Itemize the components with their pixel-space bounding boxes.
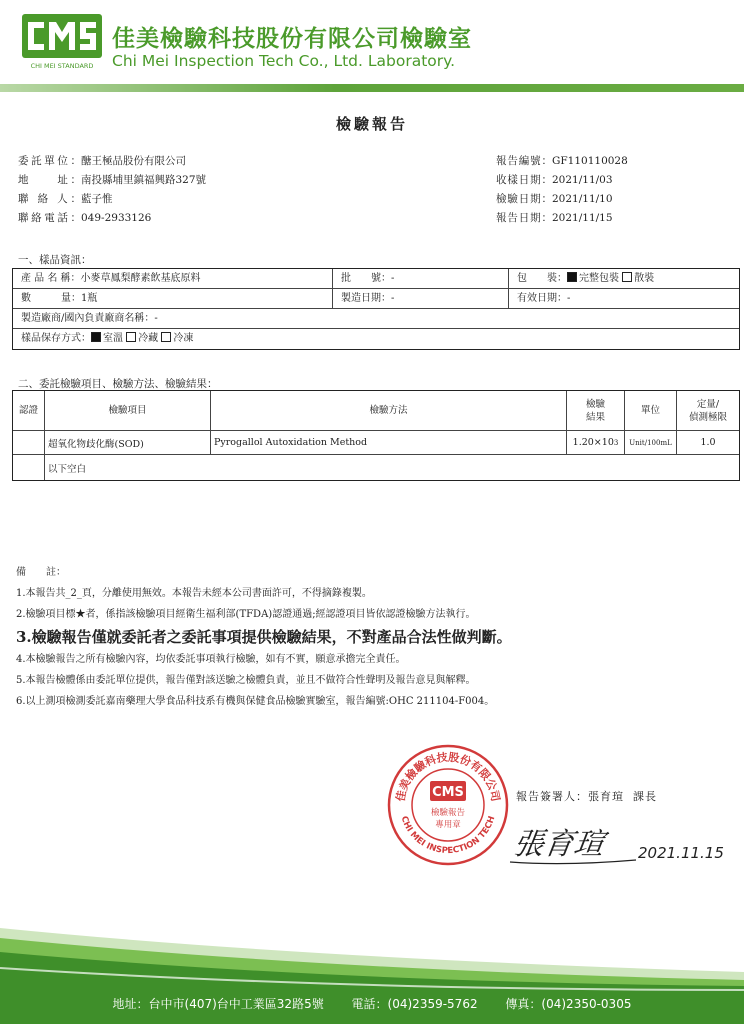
report-title: 檢驗報告 xyxy=(335,115,408,133)
product-name: 小麥草鳳梨酵素飲基底原料 xyxy=(80,273,201,284)
client-address: 南投縣埔里鎮福興路327號 xyxy=(81,174,207,186)
header-result-line1: 檢驗 xyxy=(585,398,605,410)
note-item: 4.本檢驗報告之所有檢驗內容，均依委託事項執行檢驗，如有不實，願意承擔完全責任。 xyxy=(16,654,406,665)
footer-address: 地址：台中市(407)台中工業區32路5號 xyxy=(112,997,324,1011)
row-result xyxy=(567,431,625,454)
quantity-cell xyxy=(13,289,333,308)
note-item: 3.檢驗報告僅就委託者之委託事項提供檢驗結果，不對產品合法性做判斷。 xyxy=(16,628,512,646)
checkbox-checked-icon xyxy=(91,332,101,342)
tested-date-label: 檢驗日期： xyxy=(496,193,552,205)
header-result-line2: 結果 xyxy=(585,411,605,423)
signer-line xyxy=(516,788,657,804)
exp-date-label: 有效日期： xyxy=(517,293,567,304)
client-phone-label: 聯絡電話： xyxy=(18,212,81,224)
stamp-logo: CMS xyxy=(432,785,464,800)
mfg-date-value: - xyxy=(391,293,395,304)
client-phone: 049-2933126 xyxy=(81,212,152,224)
handwritten-signature xyxy=(506,814,742,868)
storage-cell xyxy=(13,329,739,349)
checkbox-empty-icon xyxy=(126,332,136,342)
row-unit: Unit/100mL xyxy=(625,431,677,454)
product-name-cell xyxy=(13,269,333,288)
signer-title: 課長 xyxy=(633,790,657,803)
footer-contact xyxy=(0,995,744,1012)
report-info xyxy=(496,152,628,228)
exp-date-value: - xyxy=(567,293,571,304)
checkbox-empty-icon xyxy=(622,272,632,282)
company-logo xyxy=(22,14,102,70)
checkbox-empty-icon xyxy=(161,332,171,342)
manufacturer-cell xyxy=(13,309,739,328)
note-item: 2.檢驗項目標★者，係指該檢驗項目經衛生福利部(TFDA)認證通過;經認證項目皆依認證檢驗方法執行。 xyxy=(16,609,476,620)
table-row xyxy=(13,455,739,480)
report-number-label: 報告編號： xyxy=(496,155,552,167)
stamp-ring-bottom: CHI MEI INSPECTION TECH xyxy=(398,814,498,857)
issued-date-label: 報告日期： xyxy=(496,212,552,224)
blank-note: 以下空白 xyxy=(48,463,87,475)
note-item: 6.以上測項檢測委託嘉南藥理大學食品科技系有機與保健食品檢驗實驗室，報告編號:OHC 211104-F004。 xyxy=(16,696,495,707)
client-contact: 藍子惟 xyxy=(81,193,113,205)
stamp-ring-top: 佳美檢驗科技股份有限公司 xyxy=(393,750,503,803)
package-option-complete: 完整包裝 xyxy=(579,273,619,284)
table-row xyxy=(13,289,739,309)
header-limit xyxy=(677,391,739,430)
note-item: 5.本報告檢體係由委託單位提供，報告僅對該送驗之檢體負責，並且不做符合性聲明及報告意見與解釋。 xyxy=(16,675,476,686)
signer-name: 張育瑄 xyxy=(588,790,624,803)
checkbox-checked-icon xyxy=(567,272,577,282)
tested-date: 2021/11/10 xyxy=(552,193,613,205)
storage-option-fridge: 冷藏 xyxy=(138,333,159,344)
sample-section-title: 一、樣品資訊： xyxy=(18,254,92,266)
table-row xyxy=(13,329,739,349)
batch-cell xyxy=(333,269,509,288)
client-info xyxy=(18,152,206,228)
blank-cert xyxy=(13,455,45,480)
exp-date-cell xyxy=(509,289,739,308)
table-row xyxy=(13,309,739,329)
batch-value: - xyxy=(391,273,395,284)
batch-label: 批 號： xyxy=(341,273,391,284)
product-name-label: 產 品 名 稱： xyxy=(21,273,81,284)
sample-info-table xyxy=(12,268,740,350)
received-date-label: 收樣日期： xyxy=(496,174,552,186)
header-unit: 單位 xyxy=(625,391,677,430)
manufacturer-label: 製造廠商/國內負責廠商名稱： xyxy=(21,313,155,324)
package-cell xyxy=(509,269,739,288)
header-item: 檢驗項目 xyxy=(45,391,211,430)
report-number: GF110110028 xyxy=(552,155,628,167)
signature-date: 2021.11.15 xyxy=(638,844,724,862)
results-table xyxy=(12,390,740,481)
storage-option-frozen: 冷凍 xyxy=(173,333,194,344)
storage-label: 樣品保存方式： xyxy=(21,333,91,344)
row-cert xyxy=(13,431,45,454)
notes xyxy=(16,562,512,712)
client-contact-label: 聯 絡 人： xyxy=(18,193,81,205)
client-address-label: 地 址： xyxy=(18,174,81,186)
footer-phone: 電話：(04)2359-5762 xyxy=(351,997,478,1011)
stamp-center-line1: 檢驗報告 xyxy=(430,808,466,818)
row-item: 超氧化物歧化酶(SOD) xyxy=(45,431,211,454)
table-row xyxy=(13,269,739,289)
footer-fax: 傳真：(04)2350-0305 xyxy=(505,997,632,1011)
header-rule xyxy=(0,84,744,92)
package-option-bulk: 散裝 xyxy=(634,273,655,284)
table-row xyxy=(13,431,739,455)
row-method: Pyrogallol Autoxidation Method xyxy=(211,431,567,454)
table-header-row xyxy=(13,391,739,431)
results-section-title: 二、委託檢驗項目、檢驗方法、檢驗結果： xyxy=(18,378,218,390)
header-cert: 認證 xyxy=(13,391,45,430)
notes-title: 備 註： xyxy=(16,567,66,578)
client-unit: 醣王極品股份有限公司 xyxy=(81,155,186,167)
mfg-date-cell xyxy=(333,289,509,308)
note-item: 1.本報告共_2_頁，分離使用無效。本報告未經本公司書面許可，不得摘錄複製。 xyxy=(16,588,372,599)
issued-date: 2021/11/15 xyxy=(552,212,613,224)
row-result-exp: 3 xyxy=(613,438,619,447)
header-limit-line2: 偵測極限 xyxy=(688,411,727,423)
logo-subtitle: CHI MEI STANDARD xyxy=(30,62,94,70)
quantity-value: 1瓶 xyxy=(81,293,98,304)
row-limit: 1.0 xyxy=(700,437,716,448)
row-result-base: 1.20×10 xyxy=(572,437,614,448)
company-seal-stamp xyxy=(386,743,510,867)
mfg-date-label: 製造日期： xyxy=(341,293,391,304)
signature-name: 張育瑄 xyxy=(511,827,607,862)
company-name-en: Chi Mei Inspection Tech Co., Ltd. Laboratory. xyxy=(112,52,456,70)
company-name-zh: 佳美檢驗科技股份有限公司檢驗室 xyxy=(112,26,472,52)
header-result xyxy=(567,391,625,430)
header-method: 檢驗方法 xyxy=(211,391,567,430)
package-label: 包 裝： xyxy=(517,273,567,284)
received-date: 2021/11/03 xyxy=(552,174,613,186)
signer-label: 報告簽署人： xyxy=(516,790,588,803)
storage-option-room: 室溫 xyxy=(103,333,123,344)
client-unit-label: 委託單位： xyxy=(18,155,81,167)
stamp-center-line2: 專用章 xyxy=(435,820,461,830)
header-limit-line1: 定量/ xyxy=(696,398,720,410)
manufacturer-value: - xyxy=(154,313,158,324)
quantity-label: 數 量： xyxy=(21,293,81,304)
